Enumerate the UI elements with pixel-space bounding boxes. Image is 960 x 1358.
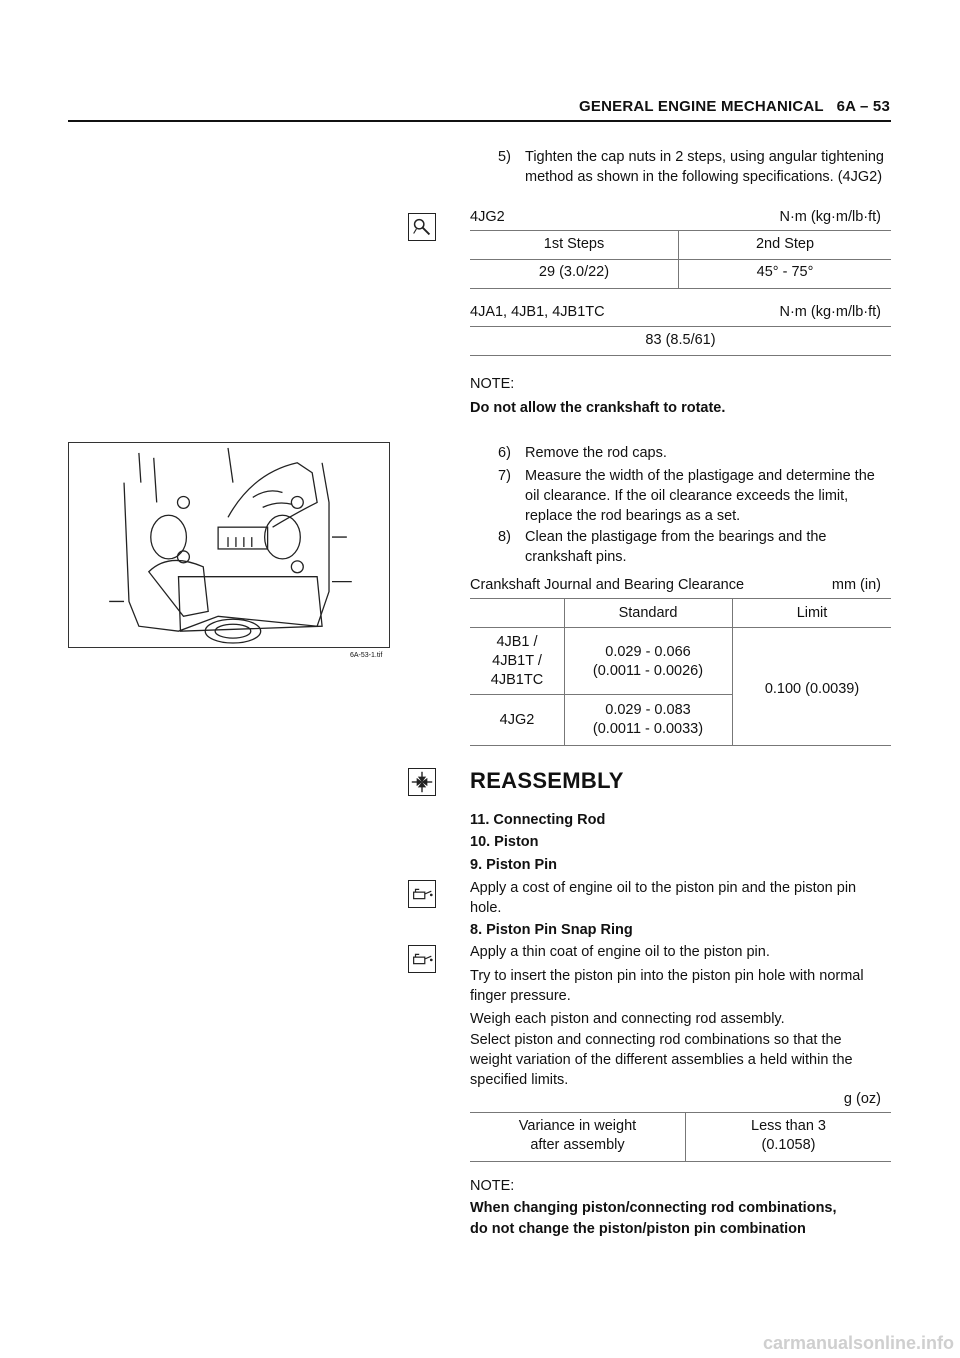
standard-line: 0.029 - 0.066 bbox=[605, 644, 691, 660]
step-number: 5) bbox=[498, 149, 511, 165]
reassembly-paragraph: Select piston and connecting rod combinations so that the weight variation of the different assemblies a held within the specified limits. bbox=[470, 1032, 853, 1088]
clearance-row-model bbox=[470, 633, 564, 690]
note-label: NOTE: bbox=[470, 1178, 515, 1194]
page-header-title: GENERAL ENGINE MECHANICAL 6A – 53 bbox=[579, 98, 890, 115]
clearance-row-model: 4JG2 bbox=[499, 712, 535, 728]
weight-unit: g (oz) bbox=[843, 1091, 881, 1107]
step-text: Measure the width of the plastigage and determine the oil clearance. If the oil clearance exceeds the limit, replace the rod bearings as a set. bbox=[525, 468, 875, 524]
table-rule bbox=[470, 745, 891, 746]
reassembly-heading: REASSEMBLY bbox=[470, 768, 624, 793]
torque-4jg2-caption bbox=[470, 209, 881, 225]
clearance-row-standard bbox=[564, 701, 732, 739]
model-line: 4JB1 / bbox=[496, 634, 538, 650]
oil-can-icon bbox=[408, 880, 436, 908]
piston-pin-note: Apply a cost of engine oil to the piston pin and the piston pin hole. bbox=[470, 880, 857, 916]
reassembly-item: 8. Piston Pin Snap Ring bbox=[470, 922, 633, 938]
step-number: 7) bbox=[498, 468, 511, 484]
table-rule bbox=[470, 1161, 891, 1162]
oil-can-icon bbox=[408, 945, 436, 973]
table-rule bbox=[470, 355, 891, 356]
torque-unit: N·m (kg·m/lb·ft) bbox=[779, 304, 881, 320]
reassembly-paragraph: Weigh each piston and connecting rod assembly. bbox=[470, 1011, 785, 1027]
clearance-header-standard: Standard bbox=[618, 605, 678, 621]
table-rule bbox=[470, 259, 891, 260]
step-number: 6) bbox=[498, 445, 511, 461]
step-text: Tighten the cap nuts in 2 steps, using angular tightening method as shown in the following specifications. (4JG2) bbox=[525, 149, 884, 185]
connecting-rod-figure bbox=[68, 442, 390, 648]
clearance-unit: mm (in) bbox=[831, 577, 881, 593]
model-line: 4JB1TC bbox=[490, 672, 544, 688]
torque-value-2: 45° - 75° bbox=[756, 264, 814, 280]
note-text-line: When changing piston/connecting rod combinations, bbox=[470, 1200, 837, 1216]
torque-4ja1-value: 83 (8.5/61) bbox=[645, 332, 716, 348]
table-rule bbox=[470, 598, 891, 599]
torque-header-1: 1st Steps bbox=[543, 236, 605, 252]
standard-line: 0.029 - 0.083 bbox=[605, 702, 691, 718]
note-text: Do not allow the crankshaft to rotate. bbox=[470, 400, 726, 416]
clearance-header-limit: Limit bbox=[796, 605, 828, 621]
model-line: 4JB1T / bbox=[492, 653, 542, 669]
site-watermark: carmanualsonline.info bbox=[762, 1333, 954, 1353]
standard-line: (0.0011 - 0.0026) bbox=[592, 663, 704, 679]
reassembly-arrows-icon bbox=[408, 768, 436, 796]
figure-caption: 6A-53-1.tif bbox=[350, 652, 383, 659]
table-divider bbox=[678, 230, 679, 288]
step-text: Clean the plastigage from the bearings and the crankshaft pins. bbox=[525, 529, 827, 565]
torque-wrench-icon bbox=[408, 213, 436, 241]
note-text-line: do not change the piston/piston pin combination bbox=[470, 1221, 806, 1237]
standard-line: (0.0011 - 0.0033) bbox=[592, 721, 704, 737]
torque-header-2: 2nd Step bbox=[755, 236, 815, 252]
torque-unit: N·m (kg·m/lb·ft) bbox=[779, 209, 881, 225]
torque-4ja1-caption bbox=[470, 304, 881, 320]
weight-label bbox=[470, 1117, 685, 1155]
weight-label-line: after assembly bbox=[530, 1137, 625, 1153]
header-rule bbox=[68, 120, 891, 122]
weight-value bbox=[686, 1117, 891, 1155]
weight-value-line: (0.1058) bbox=[761, 1137, 816, 1153]
engine-illustration bbox=[69, 443, 389, 647]
table-rule bbox=[470, 694, 733, 695]
reassembly-item: 10. Piston bbox=[470, 834, 539, 850]
table-rule bbox=[470, 1112, 891, 1113]
clearance-title: Crankshaft Journal and Bearing Clearance bbox=[470, 577, 745, 593]
reassembly-item: 11. Connecting Rod bbox=[470, 812, 606, 828]
table-divider bbox=[732, 598, 733, 745]
weight-label-line: Variance in weight bbox=[518, 1118, 637, 1134]
table-rule bbox=[470, 230, 891, 231]
reassembly-paragraph: Apply a thin coat of engine oil to the piston pin. bbox=[470, 944, 770, 960]
clearance-caption bbox=[470, 577, 881, 593]
table-rule bbox=[470, 288, 891, 289]
torque-value-1: 29 (3.0/22) bbox=[538, 264, 610, 280]
reassembly-paragraph: Try to insert the piston pin into the piston pin hole with normal finger pressure. bbox=[470, 968, 864, 1004]
reassembly-item: 9. Piston Pin bbox=[470, 857, 558, 873]
clearance-limit: 0.100 (0.0039) bbox=[764, 681, 860, 697]
weight-value-line: Less than 3 bbox=[751, 1118, 826, 1134]
clearance-row-standard bbox=[564, 643, 732, 681]
step-text: Remove the rod caps. bbox=[525, 445, 667, 461]
step-number: 8) bbox=[498, 529, 511, 545]
note-label: NOTE: bbox=[470, 376, 515, 392]
table-rule bbox=[470, 326, 891, 327]
torque-model: 4JA1, 4JB1, 4JB1TC bbox=[470, 304, 605, 320]
table-rule bbox=[470, 627, 891, 628]
torque-model: 4JG2 bbox=[470, 209, 505, 225]
